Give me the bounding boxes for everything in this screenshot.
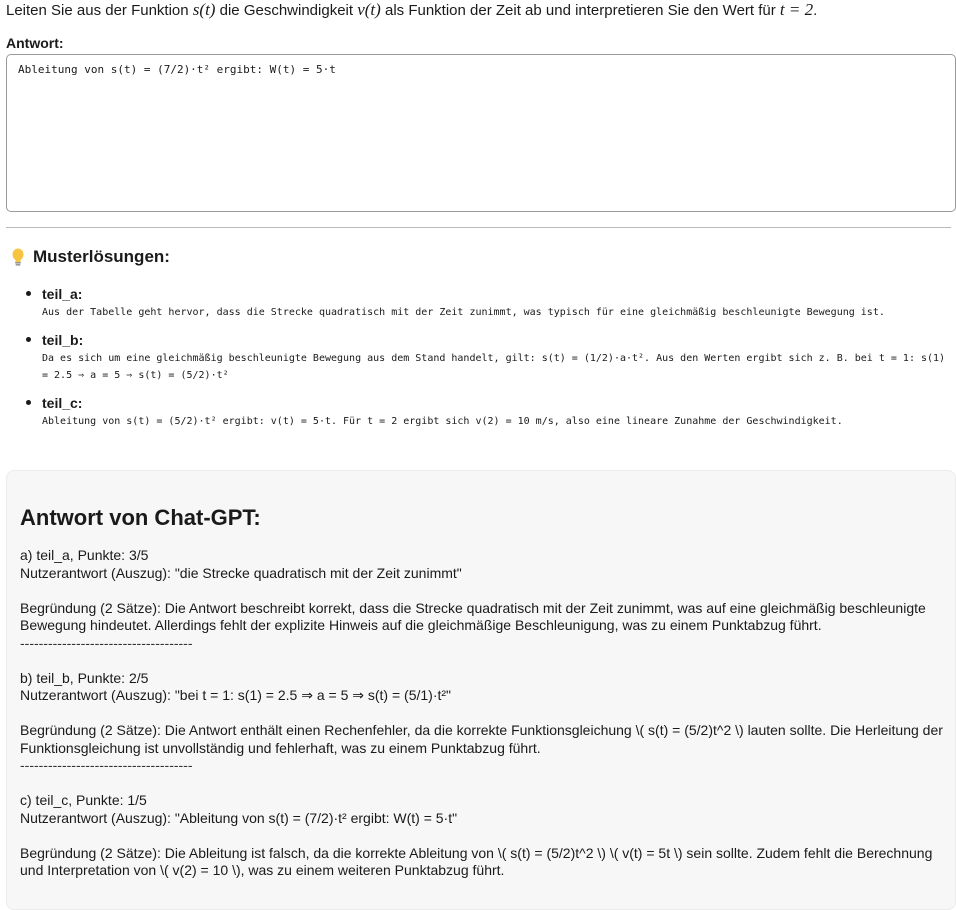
list-item — [26, 284, 946, 321]
answer-value[interactable]: Ableitung von s(t) = (7/2)·t² ergibt: W(t) = 5·t — [18, 63, 336, 76]
question-part: Leiten Sie aus der Funktion — [6, 2, 193, 19]
teil-a-excerpt: Nutzerantwort (Auszug): "die Strecke quadratisch mit der Zeit zunimmt" — [20, 564, 462, 581]
chatgpt-body — [20, 547, 950, 880]
lightbulb-icon — [10, 247, 26, 267]
question-part: die Geschwindigkeit — [215, 2, 358, 19]
separator-line: ------------------------------------- — [20, 634, 193, 651]
answer-textarea[interactable] — [6, 54, 956, 212]
question-part: als Funktion der Zeit ab und interpretieren Sie den Wert für — [380, 2, 780, 19]
answer-label: Antwort: — [6, 35, 64, 51]
teil-c-value: Ableitung von s(t) = (5/2)·t² ergibt: v(t) = 5·t. Für t = 2 ergibt sich v(2) = 10 m/s, also eine lineare Zunahme der Geschwindigkeit. — [42, 416, 843, 427]
teil-c-key: teil_c: — [42, 395, 83, 411]
teil-c-reason: Begründung (2 Sätze): Die Ableitung ist falsch, da die korrekte Ableitung von \( s(t) = (5/2)t^2 \) \( v(t) = 5t \) sein sollte. Zudem fehlt die Berechnung und Interpretation von \( v(2) = 10 \), was zu einem weiteren Punktabzug führt. — [20, 844, 933, 878]
musterloesungen-heading — [10, 247, 170, 267]
list-item — [26, 393, 946, 430]
teil-c-excerpt: Nutzerantwort (Auszug): "Ableitung von s(t) = (7/2)·t² ergibt: W(t) = 5·t" — [20, 809, 458, 826]
teil-b-excerpt: Nutzerantwort (Auszug): "bei t = 1: s(1) = 2.5 ⇒ a = 5 ⇒ s(t) = (5/1)·t²" — [20, 687, 451, 703]
teil-a-value: Aus der Tabelle geht hervor, dass die Strecke quadratisch mit der Zeit zunimmt, was typisch für eine gleichmäßig beschleunigte Bewegung ist. — [42, 307, 885, 318]
question-part: . — [813, 2, 818, 19]
teil-b-reason: Begründung (2 Sätze): Die Antwort enthält einen Rechenfehler, da die korrekte Funktionsgleichung \( s(t) = (5/2)t^2 \) lauten sollte. Die Herleitung der Funktionsgleichung ist unvollständig und fehlerhaft, was zu einem Punktabzug führt. — [20, 722, 943, 756]
teil-c-header: c) teil_c, Punkte: 1/5 — [20, 792, 147, 808]
teil-a-header: a) teil_a, Punkte: 3/5 — [20, 547, 149, 563]
teil-b-header: b) teil_b, Punkte: 2/5 — [20, 669, 149, 686]
teil-b-key: teil_b: — [42, 332, 84, 348]
musterloesungen-title: Musterlösungen: — [33, 247, 170, 266]
question-text — [6, 0, 817, 21]
separator-line: ------------------------------------- — [20, 757, 193, 773]
chatgpt-answer-card — [6, 470, 956, 910]
teil-b-value: Da es sich um eine gleichmäßig beschleunigte Bewegung aus dem Stand handelt, gilt: s(t) = (1/2)·a·t². Aus den Werten ergibt sich z. B. bei t = 1: s(1) = 2.5 ⇒ a = 5 ⇒ s(t) = (5/2)·t² — [42, 353, 952, 381]
chatgpt-title: Antwort von Chat-GPT: — [20, 505, 261, 530]
math-v-of-t: v(t) — [357, 0, 381, 19]
teil-a-key: teil_a: — [42, 286, 83, 302]
math-t-equals-2: t = 2 — [779, 0, 814, 19]
math-s-of-t: s(t) — [192, 0, 216, 19]
musterloesungen-list — [26, 284, 952, 439]
section-divider — [6, 227, 951, 228]
list-item — [26, 330, 952, 384]
teil-a-reason: Begründung (2 Sätze): Die Antwort beschreibt korrekt, dass die Strecke quadratisch mit der Zeit zunimmt, was auf eine gleichmäßig beschleunigte Bewegung hindeutet. Allerdings fehlt der explizite Hinweis auf die gleichmäßige Beschleunigung, was zu einem Punktabzug führt. — [20, 599, 926, 633]
